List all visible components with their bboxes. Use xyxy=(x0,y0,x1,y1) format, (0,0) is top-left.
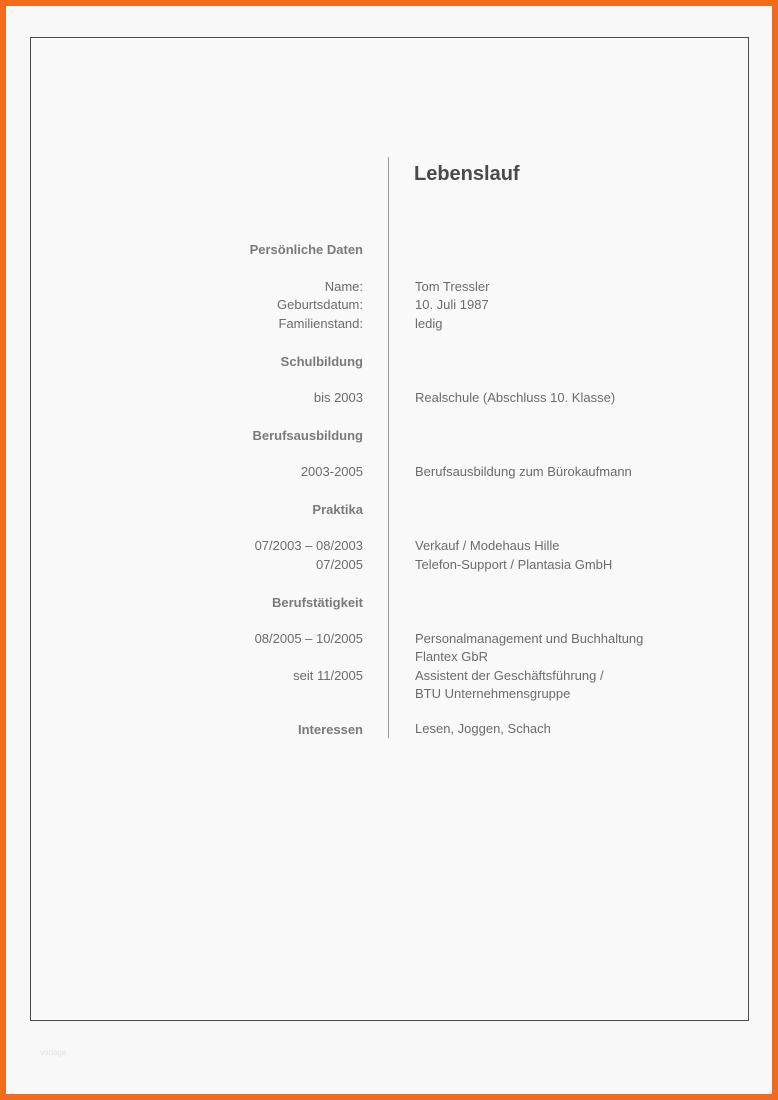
vertical-divider xyxy=(388,157,389,738)
label-marital-status: Familienstand: xyxy=(278,316,363,331)
section-heading-interests: Interessen xyxy=(297,722,363,737)
value-work-2: Assistent der Geschäftsführung / xyxy=(415,668,604,683)
label-name: Name: xyxy=(324,279,363,294)
section-heading-school: Schulbildung xyxy=(280,354,363,369)
value-internship-1: Verkauf / Modehaus Hille xyxy=(415,538,560,553)
section-heading-work: Berufstätigkeit xyxy=(271,595,363,610)
value-internship-2: Telefon-Support / Plantasia GmbH xyxy=(415,557,613,572)
value-school: Realschule (Abschluss 10. Klasse) xyxy=(415,390,616,405)
section-heading-training: Berufsausbildung xyxy=(252,428,363,443)
value-work-2-company: BTU Unternehmensgruppe xyxy=(415,686,571,701)
label-work-1: 08/2005 – 10/2005 xyxy=(254,631,363,646)
cv-page xyxy=(30,37,749,1021)
value-interests: Lesen, Joggen, Schach xyxy=(415,721,551,736)
section-heading-internships: Praktika xyxy=(312,502,363,517)
document-title: Lebenslauf xyxy=(414,163,520,185)
value-training: Berufsausbildung zum Bürokaufmann xyxy=(415,464,632,479)
watermark: vorlage xyxy=(40,1048,67,1057)
label-training-period: 2003-2005 xyxy=(300,464,363,479)
label-internship-1: 07/2003 – 08/2003 xyxy=(254,538,363,553)
label-internship-2: 07/2005 xyxy=(316,557,363,572)
label-work-2: seit 11/2005 xyxy=(293,668,363,683)
value-work-1: Personalmanagement und Buchhaltung xyxy=(415,631,644,646)
label-birthdate: Geburtsdatum: xyxy=(277,297,363,312)
value-name: Tom Tressler xyxy=(415,279,490,294)
value-birthdate: 10. Juli 1987 xyxy=(415,297,489,312)
value-marital-status: ledig xyxy=(415,316,443,331)
section-heading-personal: Persönliche Daten xyxy=(249,242,363,257)
label-school-period: bis 2003 xyxy=(313,390,363,405)
value-work-1-company: Flantex GbR xyxy=(415,649,488,664)
